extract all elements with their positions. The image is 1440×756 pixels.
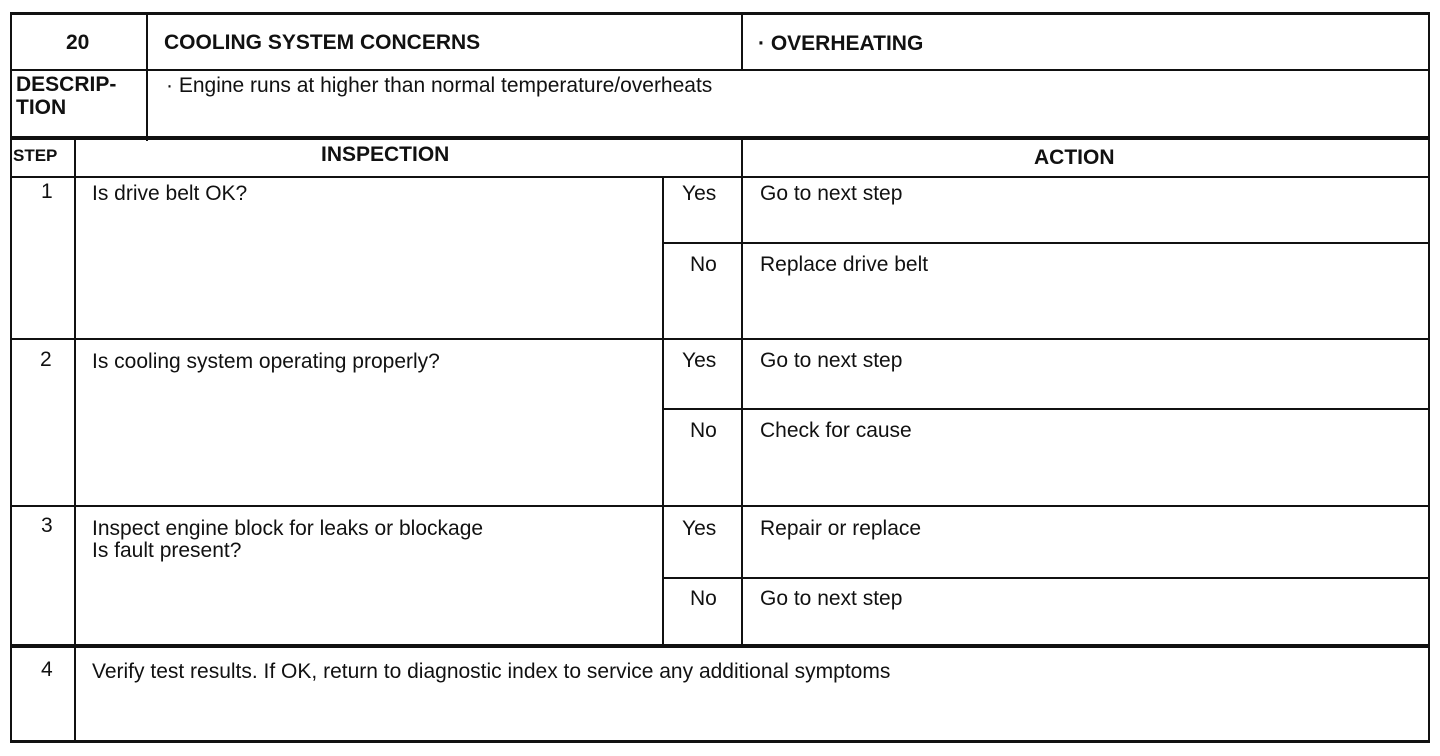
- divider: [74, 140, 76, 743]
- action-text: Check for cause: [760, 419, 912, 442]
- divider: [662, 507, 664, 645]
- divider: [662, 577, 1430, 579]
- step-number: 3: [41, 514, 53, 537]
- inspection-text: Is drive belt OK?: [92, 182, 248, 205]
- final-step-text: Verify test results. If OK, return to diagnostic index to service any additional symptoms: [92, 660, 891, 683]
- border-top: [10, 12, 1430, 15]
- divider: [10, 505, 1430, 507]
- divider: [10, 176, 1430, 178]
- action-text: Go to next step: [760, 587, 903, 610]
- action-text: Go to next step: [760, 182, 903, 205]
- inspection-text: Inspect engine block for leaks or blockage: [92, 517, 484, 540]
- action-text: Replace drive belt: [760, 253, 929, 276]
- divider: [662, 340, 664, 506]
- divider: [10, 338, 1430, 340]
- border-bottom: [10, 740, 1430, 743]
- divider: [10, 69, 1430, 71]
- description-text: · Engine runs at higher than normal temperature/overheats: [166, 74, 713, 97]
- border-left: [10, 12, 12, 743]
- action-text: Go to next step: [760, 349, 903, 372]
- inspection-text: Is fault present?: [92, 539, 242, 562]
- divider: [741, 140, 743, 645]
- column-header-step: STEP: [13, 146, 58, 165]
- divider: [146, 12, 148, 141]
- yes-label: Yes: [682, 517, 717, 540]
- no-label: No: [690, 419, 717, 442]
- step-number: 1: [41, 180, 53, 203]
- inspection-text: Is cooling system operating properly?: [92, 350, 440, 373]
- divider: [662, 178, 664, 339]
- column-header-inspection: INSPECTION: [321, 143, 450, 166]
- divider: [662, 242, 1430, 244]
- action-text: Repair or replace: [760, 517, 922, 540]
- yes-label: Yes: [682, 349, 717, 372]
- divider: [10, 644, 1430, 648]
- no-label: No: [690, 587, 717, 610]
- step-number: 4: [41, 658, 53, 681]
- section-code: 20: [66, 31, 90, 54]
- no-label: No: [690, 253, 717, 276]
- yes-label: Yes: [682, 182, 717, 205]
- divider: [741, 12, 743, 70]
- symptom-title: · OVERHEATING: [758, 32, 924, 55]
- section-title: COOLING SYSTEM CONCERNS: [164, 31, 481, 54]
- diagnostic-table: [10, 12, 1430, 742]
- step-number: 2: [40, 348, 52, 371]
- description-label: DESCRIP-: [16, 73, 117, 96]
- column-header-action: ACTION: [1034, 146, 1115, 169]
- description-label: TION: [16, 96, 67, 119]
- divider: [662, 408, 1430, 410]
- divider: [10, 136, 1430, 140]
- border-right: [1428, 12, 1430, 743]
